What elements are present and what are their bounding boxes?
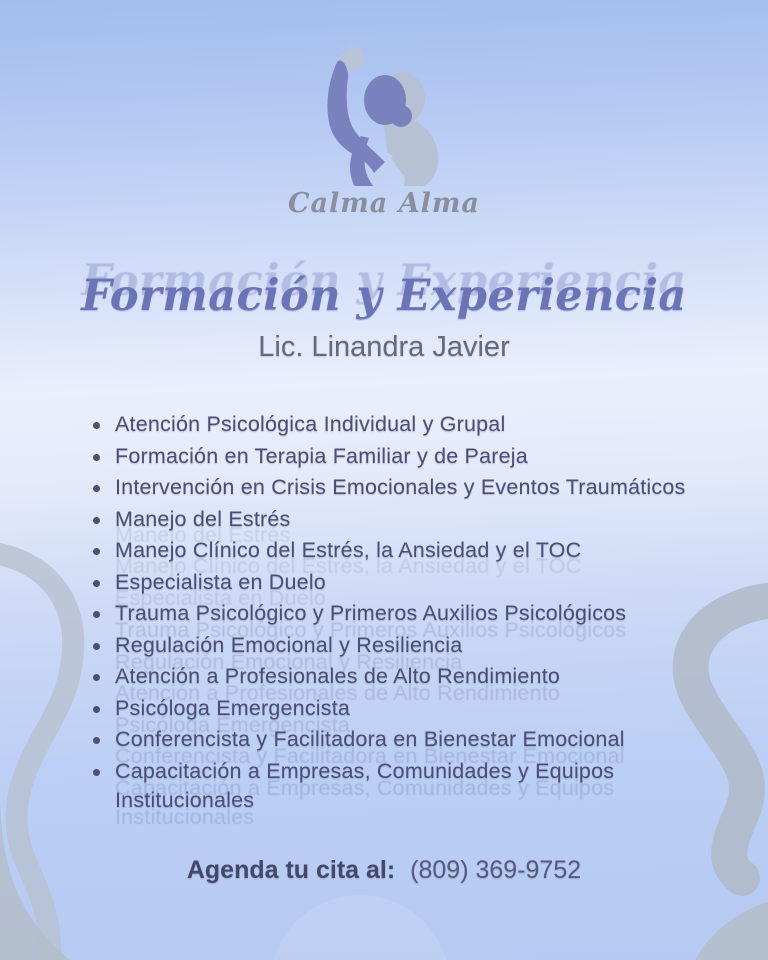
subtitle: Lic. Linandra Javier bbox=[258, 331, 510, 363]
list-item-text: Manejo Clínico del Estrés, la Ansiedad y el TOC bbox=[115, 538, 582, 562]
bullet-dot-icon bbox=[93, 674, 100, 681]
list-item bbox=[93, 536, 693, 566]
phone-number: (809) 369-9752 bbox=[410, 855, 582, 884]
brand-logo bbox=[0, 0, 768, 219]
list-item bbox=[93, 757, 693, 816]
list-item bbox=[93, 725, 693, 755]
list-item bbox=[93, 599, 693, 629]
list-item bbox=[93, 473, 693, 503]
list-item-text: Trauma Psicológico y Primeros Auxilios Psicológicos bbox=[115, 601, 627, 625]
list-item-text: Conferencista y Facilitadora en Bienestar Emocional bbox=[115, 727, 625, 751]
bullet-dot-icon bbox=[93, 737, 100, 744]
bullet-dot-icon bbox=[93, 769, 100, 776]
list-item-text: Atención a Profesionales de Alto Rendimiento bbox=[115, 664, 561, 688]
bullet-dot-icon bbox=[93, 706, 100, 713]
list-item-text: Especialista en Duelo bbox=[115, 569, 326, 594]
bullet-dot-icon bbox=[93, 454, 100, 461]
bullet-dot-icon bbox=[93, 485, 100, 492]
bullet-dot-icon bbox=[93, 422, 100, 429]
bullet-dot-icon bbox=[93, 580, 100, 587]
cta-footer bbox=[0, 856, 768, 885]
list-item-text: Psicóloga Emergencista bbox=[115, 695, 351, 720]
list-item bbox=[93, 410, 693, 440]
list-item bbox=[93, 442, 693, 472]
list-item bbox=[93, 505, 693, 535]
list-item-text: Atención Psicológica Individual y Grupal bbox=[115, 412, 506, 436]
list-item bbox=[93, 662, 693, 692]
cta-label: Agenda tu cita al: bbox=[186, 855, 396, 884]
bullet-dot-icon bbox=[93, 611, 100, 618]
list-item bbox=[93, 631, 693, 661]
woman-butterfly-logo-icon bbox=[299, 46, 469, 186]
list-item-text: Intervención en Crisis Emocionales y Eventos Traumáticos bbox=[115, 475, 686, 499]
list-item bbox=[93, 694, 693, 724]
list-item-text: Manejo del Estrés bbox=[115, 506, 291, 531]
page-title: Formación y Experiencia bbox=[81, 271, 687, 321]
bullet-dot-icon bbox=[93, 548, 100, 555]
bullet-dot-icon bbox=[93, 643, 100, 650]
list-item-text: Regulación Emocional y Resiliencia bbox=[115, 632, 463, 657]
bullet-dot-icon bbox=[93, 517, 100, 524]
list-item-text: Formación en Terapia Familiar y de Pareja bbox=[115, 443, 528, 468]
services-list bbox=[93, 410, 693, 816]
list-item-text: Capacitación a Empresas, Comunidades y Equipos Institucionales bbox=[115, 758, 615, 812]
list-item bbox=[93, 568, 693, 598]
brand-name: Calma Alma bbox=[288, 188, 480, 219]
